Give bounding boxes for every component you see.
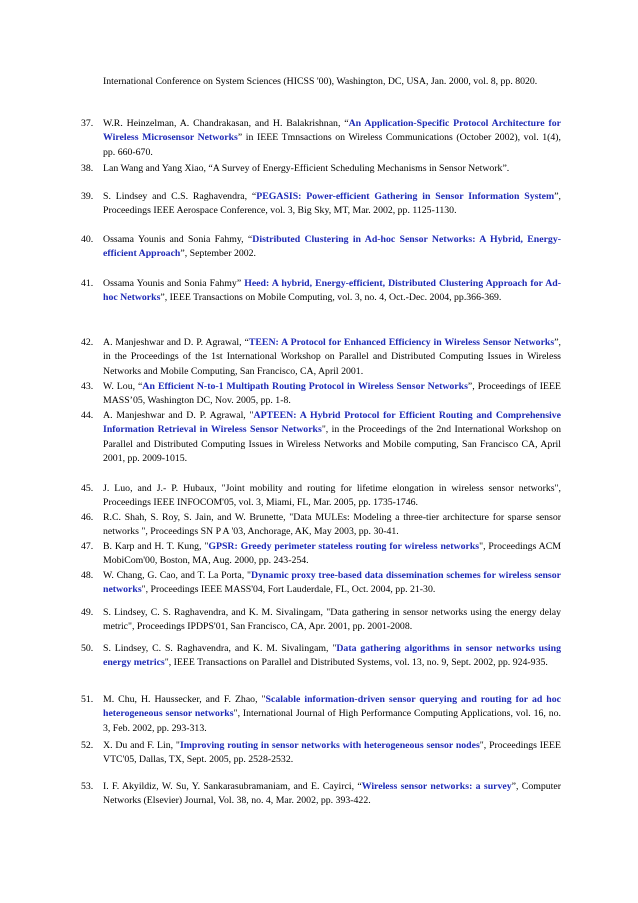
reference-authors: S. Lindsey, C. S. Raghavendra, and K. M. Sivalingam, "Data gathering in sensor networks using the energy delay metric", Proceedings IPDPS'01, San Francisco, CA, Apr. 2001, pp. 2001-2008.	[103, 607, 561, 633]
reference-authors: I. F. Akyildiz, W. Su, Y. Sankarasubramaniam, and E. Cayirci, “	[103, 781, 362, 792]
reference-continuation: International Conference on System Sciences (HICSS '00), Washington, DC, USA, Jan. 2000, vol. 8, pp. 8020.	[103, 76, 538, 87]
reference-title-link[interactable]: Improving routing in sensor networks with heterogeneous sensor nodes	[179, 740, 480, 751]
reference-text	[103, 693, 561, 736]
reference-text	[103, 409, 561, 467]
reference-details: ", Proceedings IEEE VTC'05, Dallas, TX, Sept. 2005, pp. 2528-2532.	[103, 740, 561, 766]
reference-entry	[81, 380, 561, 409]
reference-details: ” in IEEE Tmnsactions on Wireless Communications (October 2002), vol. 1(4), pp. 660-670.	[103, 132, 561, 158]
reference-number: 39.	[81, 191, 94, 202]
reference-authors: S. Lindsey and C.S. Raghavendra, “	[103, 191, 257, 202]
reference-number: 48.	[81, 570, 94, 581]
reference-entry	[81, 511, 561, 540]
reference-entry	[81, 780, 561, 809]
reference-entry	[81, 482, 561, 511]
reference-details: ”, Proceedings IEEE Aerospace Conference, vol. 3, Big Sky, MT, Mar. 2002, pp. 1125-1130.	[103, 191, 562, 217]
reference-title-link[interactable]: Data gathering algorithms in sensor networks using energy metrics	[103, 643, 561, 669]
reference-number: 41.	[81, 278, 94, 289]
reference-text	[103, 336, 561, 379]
reference-authors: A. Manjeshwar and D. P. Agrawal, “	[103, 337, 249, 348]
reference-authors: W. Chang, G. Cao, and T. La Porta, "	[103, 570, 251, 581]
reference-title-link[interactable]: Dynamic proxy tree-based data dissemination schemes for wireless sensor networks	[103, 570, 561, 596]
reference-text	[103, 606, 561, 635]
reference-entry	[81, 739, 561, 768]
reference-entry	[81, 606, 561, 635]
reference-number: 51.	[81, 694, 94, 705]
reference-entry	[81, 569, 561, 598]
reference-entry	[81, 162, 561, 176]
reference-authors: W. Lou, “	[103, 381, 143, 392]
reference-title-link[interactable]: APTEEN: A Hybrid Protocol for Efficient Routing and Comprehensive Information Retrieval in Wireless Sensor Networks	[103, 410, 561, 436]
reference-details: ”, in the Proceedings of the 1st International Workshop on Parallel and Distributed Computing Issues in Wireless Networks and Mobile Computing, San Francisco, CA, April 2001.	[103, 337, 561, 377]
reference-details: ", International Journal of High Performance Computing Applications, vol. 16, no. 3, Feb. 2002, pp. 293-313.	[103, 708, 561, 734]
reference-authors: W.R. Heinzelman, A. Chandrakasan, and H. Balakrishnan, “	[103, 118, 349, 129]
reference-details: ”, Proceedings of IEEE MASS’05, Washington DC, Nov. 2005, pp. 1-8.	[103, 381, 562, 407]
reference-details: ", in the Proceedings of the 2nd International Workshop on Parallel and Distributed Computing Issues in Wireless Networks and Mobile computing, San Francisco CA, April 2001, pp. 2009-1015.	[103, 424, 561, 465]
reference-authors: M. Chu, H. Haussecker, and F. Zhao, "	[103, 694, 266, 705]
reference-text	[103, 511, 561, 540]
reference-number: 52.	[81, 740, 94, 751]
reference-text	[103, 540, 561, 569]
reference-authors: Lan Wang and Yang Xiao, “A Survey of Energy-Efficient Scheduling Mechanisms in Sensor Network”.	[103, 163, 510, 174]
reference-title-link[interactable]: GPSR: Greedy perimeter stateless routing for wireless networks	[208, 541, 480, 552]
reference-number: 46.	[81, 512, 94, 523]
reference-details: ”, IEEE Transactions on Mobile Computing, vol. 3, no. 4, Oct.-Dec. 2004, pp.366-369.	[160, 292, 502, 304]
reference-text	[103, 780, 561, 809]
reference-number: 43.	[81, 381, 94, 392]
reference-authors: A. Manjeshwar and D. P. Agrawal, "	[103, 410, 254, 421]
reference-number: 37.	[81, 118, 94, 129]
reference-title-link[interactable]: PEGASIS: Power-efficient Gathering in Sensor Information System	[256, 191, 555, 202]
reference-entry	[81, 190, 561, 219]
reference-text	[103, 739, 561, 768]
reference-title-link[interactable]: TEEN: A Protocol for Enhanced Efficiency in Wireless Sensor Networks	[248, 337, 555, 348]
reference-text	[103, 162, 561, 176]
reference-entry	[81, 409, 561, 467]
reference-authors: B. Karp and H. T. Kung, "	[103, 541, 209, 552]
reference-text	[103, 117, 561, 160]
reference-authors: Ossama Younis and Sonia Fahmy”	[103, 278, 245, 289]
reference-text	[103, 277, 561, 306]
reference-text	[103, 642, 561, 671]
reference-authors: Ossama Younis and Sonia Fahmy, “	[103, 234, 253, 245]
reference-entry	[81, 642, 561, 671]
reference-title-link[interactable]: Distributed Clustering in Ad-hoc Sensor Networks: A Hybrid, Energy-efficient Approach	[103, 234, 561, 260]
reference-details: ", Proceedings ACM MobiCom'00, Boston, MA, Aug. 2000, pp. 243-254.	[103, 541, 561, 567]
reference-title-link[interactable]: Heed: A hybrid, Energy-efficient, Distributed Clustering Approach for Ad-hoc Networks	[103, 278, 561, 304]
reference-entry	[81, 693, 561, 736]
reference-title-link[interactable]: Wireless sensor networks: a survey	[361, 781, 512, 792]
reference-text	[103, 569, 561, 598]
reference-entry	[81, 336, 561, 379]
reference-number: 50.	[81, 643, 94, 654]
reference-entry	[81, 277, 561, 306]
reference-number: 47.	[81, 541, 94, 552]
reference-number: 42.	[81, 337, 94, 348]
reference-number: 38.	[81, 163, 94, 174]
reference-entry	[81, 117, 561, 160]
reference-number: 44.	[81, 410, 94, 421]
reference-text	[103, 233, 561, 262]
reference-details: ", IEEE Transactions on Parallel and Distributed Systems, vol. 13, no. 9, Sept. 2002, pp. 924-935.	[164, 657, 548, 669]
reference-title-link[interactable]: An Application-Specific Protocol Architecture for Wireless Microsensor Networks	[103, 118, 561, 144]
reference-title-link[interactable]: An Efficient N-to-1 Multipath Routing Protocol in Wireless Sensor Networks	[142, 381, 468, 392]
reference-number: 53.	[81, 781, 94, 792]
reference-number: 40.	[81, 234, 94, 245]
reference-title-link[interactable]: Scalable information-driven sensor querying and routing for ad hoc heterogeneous sensor networks	[103, 694, 561, 720]
reference-entry	[81, 540, 561, 569]
reference-authors: J. Luo, and J.- P. Hubaux, "Joint mobility and routing for lifetime elongation in wireless sensor networks", Proceedings IEEE INFOCOM'05, vol. 3, Miami, FL, Mar. 2005, pp. 1735-1746.	[103, 483, 561, 509]
reference-entry	[81, 233, 561, 262]
reference-number: 49.	[81, 607, 94, 618]
reference-authors: R.C. Shah, S. Roy, S. Jain, and W. Brunette, "Data MULEs: Modeling a three-tier architecture for sparse sensor networks ", Proceedings SN P A '03, Anchorage, AK, May 2003, pp. 30-41.	[103, 512, 561, 538]
reference-authors: S. Lindsey, C. S. Raghavendra, and K. M. Sivalingam, "	[103, 643, 337, 654]
reference-authors: X. Du and F. Lin, "	[103, 740, 180, 751]
reference-text	[103, 380, 561, 409]
reference-details: ”, September 2002.	[180, 248, 257, 260]
reference-number: 45.	[81, 483, 94, 494]
reference-details: ”, Computer Networks (Elsevier) Journal, Vol. 38, no. 4, Mar. 2002, pp. 393-422.	[103, 781, 561, 807]
reference-text	[103, 482, 561, 511]
reference-text	[103, 190, 561, 219]
reference-details: ", Proceedings IEEE MASS'04, Fort Lauderdale, FL, Oct. 2004, pp. 21-30.	[141, 584, 436, 596]
